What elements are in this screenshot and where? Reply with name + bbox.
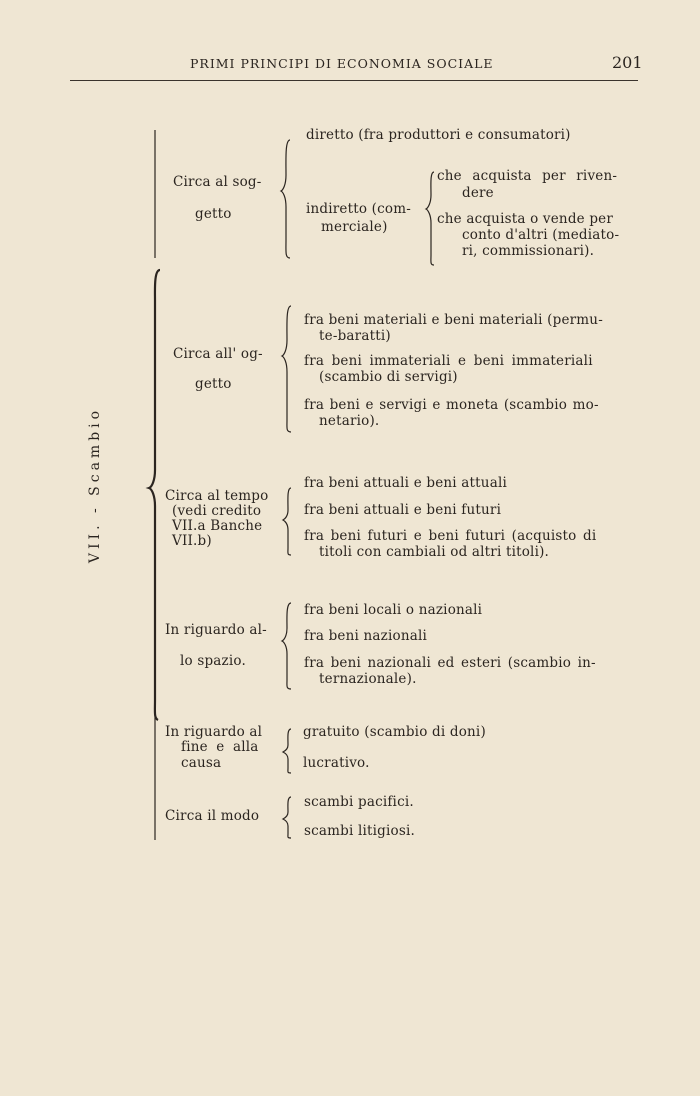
group2-item3-line2: netario). — [319, 413, 380, 429]
group4-item3-line1: fra beni nazionali ed esteri (scambio in- — [304, 655, 596, 671]
group5-item2: lucrativo. — [303, 755, 370, 771]
group2-item2-line2: (scambio di servigi) — [319, 369, 458, 385]
group3-item2: fra beni attuali e beni futuri — [304, 502, 502, 518]
group2-item1-line2: te-baratti) — [319, 328, 391, 344]
group4-brace — [282, 603, 291, 689]
main-brace — [149, 270, 160, 720]
group5-label-line2: fine e alla — [181, 739, 259, 755]
group6-item1: scambi pacifici. — [304, 794, 414, 810]
group3-item3-line1: fra beni futuri e beni futuri (acquisto di — [304, 528, 597, 544]
group3-label-line3: VII.a Banche — [172, 518, 263, 534]
group4-label-line1: In riguardo al- — [165, 622, 267, 638]
group2-label-line1: Circa all' og- — [173, 346, 263, 362]
group5-brace — [283, 729, 291, 773]
group1-label-line2: getto — [195, 206, 232, 222]
group5-item1: gratuito (scambio di doni) — [303, 724, 486, 740]
group3-label-line2: (vedi credito — [172, 503, 262, 519]
group6-item2: scambi litigiosi. — [304, 823, 415, 839]
group2-item2-line1: fra beni immateriali e beni immateriali — [304, 353, 593, 369]
group4-item3-line2: ternazionale). — [319, 671, 417, 687]
running-title: PRIMI PRINCIPI DI ECONOMIA SOCIALE — [190, 56, 494, 71]
group1-subitem1-line1: che acquista per riven- — [437, 168, 618, 184]
group3-label-line4: VII.b) — [172, 533, 212, 549]
group3-label-line1: Circa al tempo — [165, 488, 269, 504]
group3-item3-line2: titoli con cambiali od altri titoli). — [319, 544, 550, 560]
group1-subitem2-line1: che acquista o vende per — [437, 211, 614, 227]
group1-subitem2-line3: ri, commissionari). — [462, 243, 595, 259]
group4-item1: fra beni locali o nazionali — [304, 602, 483, 618]
group4-item2: fra beni nazionali — [304, 628, 428, 644]
group1-item2-line1: indiretto (com- — [306, 201, 412, 217]
group1-item2-line2: merciale) — [321, 219, 388, 235]
group5-label-line3: causa — [181, 755, 222, 771]
group2-item1-line1: fra beni materiali e beni materiali (permu- — [304, 312, 603, 328]
page-number: 201 — [612, 53, 643, 72]
group6-label: Circa il modo — [165, 808, 260, 824]
group1-brace — [281, 140, 290, 258]
group1-subitem1-line2: dere — [462, 185, 494, 201]
group3-brace — [283, 488, 291, 555]
group2-item3-line1: fra beni e servigi e moneta (scambio mo- — [304, 397, 599, 413]
group3-item1: fra beni attuali e beni attuali — [304, 475, 507, 491]
group1-sub-brace — [426, 172, 434, 265]
group2-label-line2: getto — [195, 376, 232, 392]
group2-brace — [282, 306, 291, 432]
group1-item1: diretto (fra produttori e consumatori) — [306, 127, 571, 143]
group4-label-line2: lo spazio. — [180, 653, 246, 669]
group5-label-line1: In riguardo al — [165, 724, 263, 740]
group1-label-line1: Circa al sog- — [173, 174, 262, 190]
section-title: VII. - Scambio — [87, 406, 103, 564]
group6-brace — [283, 797, 291, 838]
group1-subitem2-line2: conto d'altri (mediato- — [462, 227, 620, 243]
